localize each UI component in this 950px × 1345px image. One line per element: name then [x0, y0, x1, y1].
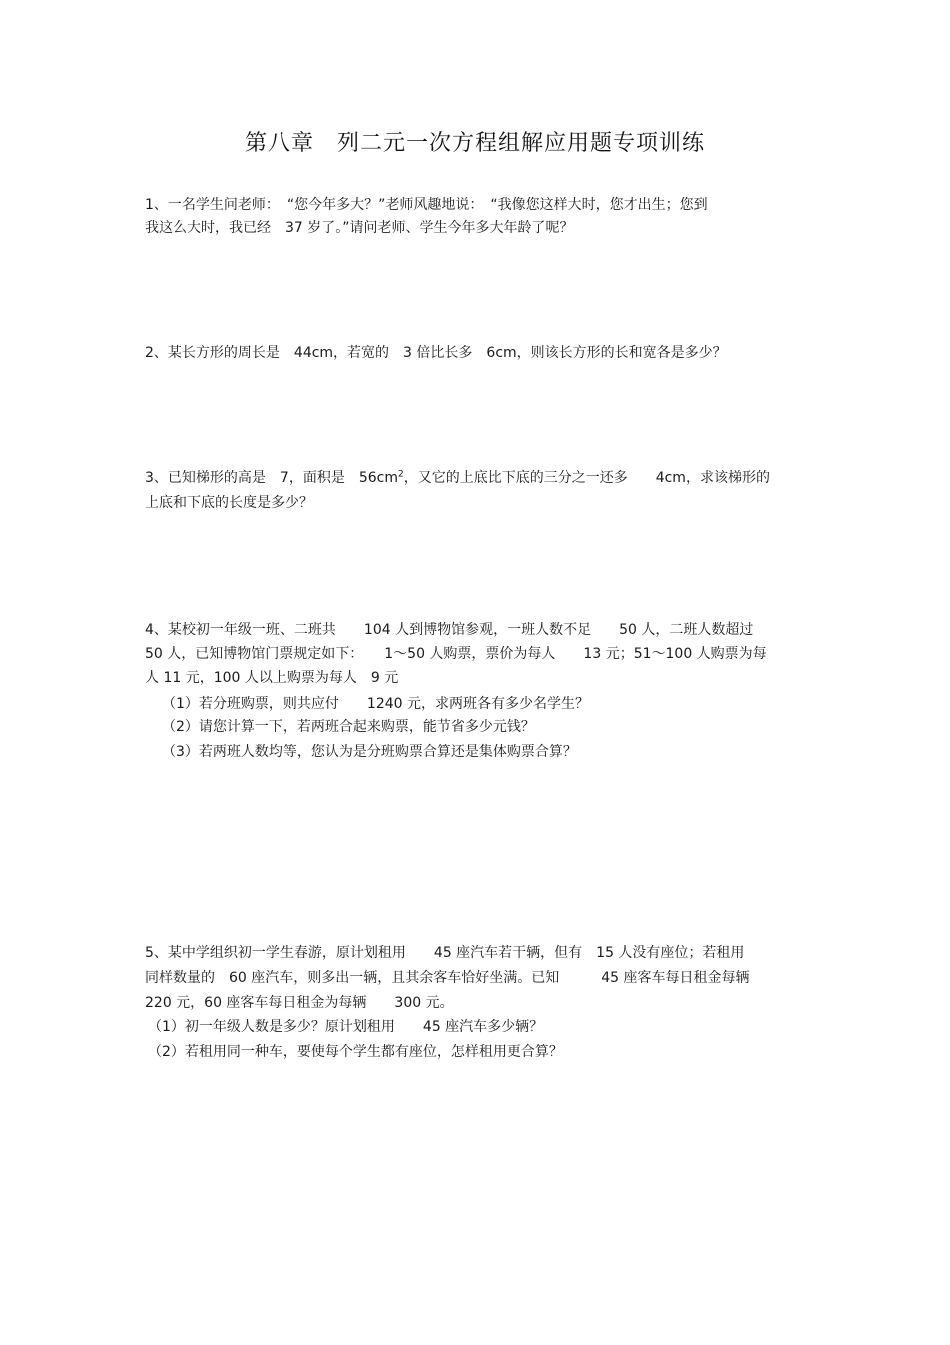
problem-3-text-b: ，又它的上底比下底的三分之一还多 4cm，求该梯形的 — [403, 470, 770, 486]
problem-4-line-3: 人 11 元，100 人以上购票为每人 9 元 — [145, 670, 399, 686]
problem-1-line-2: 我这么大时，我已经 37 岁了。”请问老师、学生今年多大年龄了呢？ — [145, 220, 574, 236]
problem-5-line-2: 同样数量的 60 座汽车，则多出一辆，且其余客车恰好坐满。已知 45 座客车每日租金每辆 — [145, 970, 750, 986]
problem-4-sub-2: （2）请您计算一下，若两班合起来购票，能节省多少元钱？ — [162, 719, 535, 735]
problem-1-line-1: 1、一名学生问老师： “您今年多大？”老师风趣地说： “我像您这样大时，您才出生；您到 — [145, 197, 708, 213]
problem-5-sub-1: （1）初一年级人数是多少？原计划租用 45 座汽车多少辆？ — [148, 1019, 544, 1035]
problem-2-line-1: 2、某长方形的周长是 44cm，若宽的 3 倍比长多 6cm，则该长方形的长和宽各是多少？ — [145, 345, 727, 361]
problem-3-line-2: 上底和下底的长度是多少？ — [145, 495, 313, 511]
problem-4-line-1: 4、某校初一年级一班、二班共 104 人到博物馆参观，一班人数不足 50 人，二班人数超过 — [145, 622, 754, 638]
problem-5-sub-2: （2）若租用同一种车，要使每个学生都有座位，怎样租用更合算？ — [148, 1044, 563, 1060]
problem-3-line-1 — [145, 469, 770, 487]
problem-3-text-a: 3、已知梯形的高是 7，面积是 56cm — [145, 470, 398, 486]
problem-5-line-3: 220 元，60 座客车每日租金为每辆 300 元。 — [145, 995, 454, 1011]
problem-5-line-1: 5、某中学组织初一学生春游，原计划租用 45 座汽车若干辆，但有 15 人没有座位；若租用 — [145, 945, 745, 961]
problem-4-line-2: 50 人，已知博物馆门票规定如下： 1～50 人购票，票价为每人 13 元；51～100 人购票为每 — [145, 646, 767, 662]
superscript-2: 2 — [397, 469, 404, 480]
problem-4-sub-3: （3）若两班人数均等，您认为是分班购票合算还是集体购票合算？ — [162, 744, 577, 760]
page-title: 第八章 列二元一次方程组解应用题专项训练 — [244, 131, 705, 156]
problem-4-sub-1: （1）若分班购票，则共应付 1240 元，求两班各有多少名学生？ — [162, 696, 589, 712]
